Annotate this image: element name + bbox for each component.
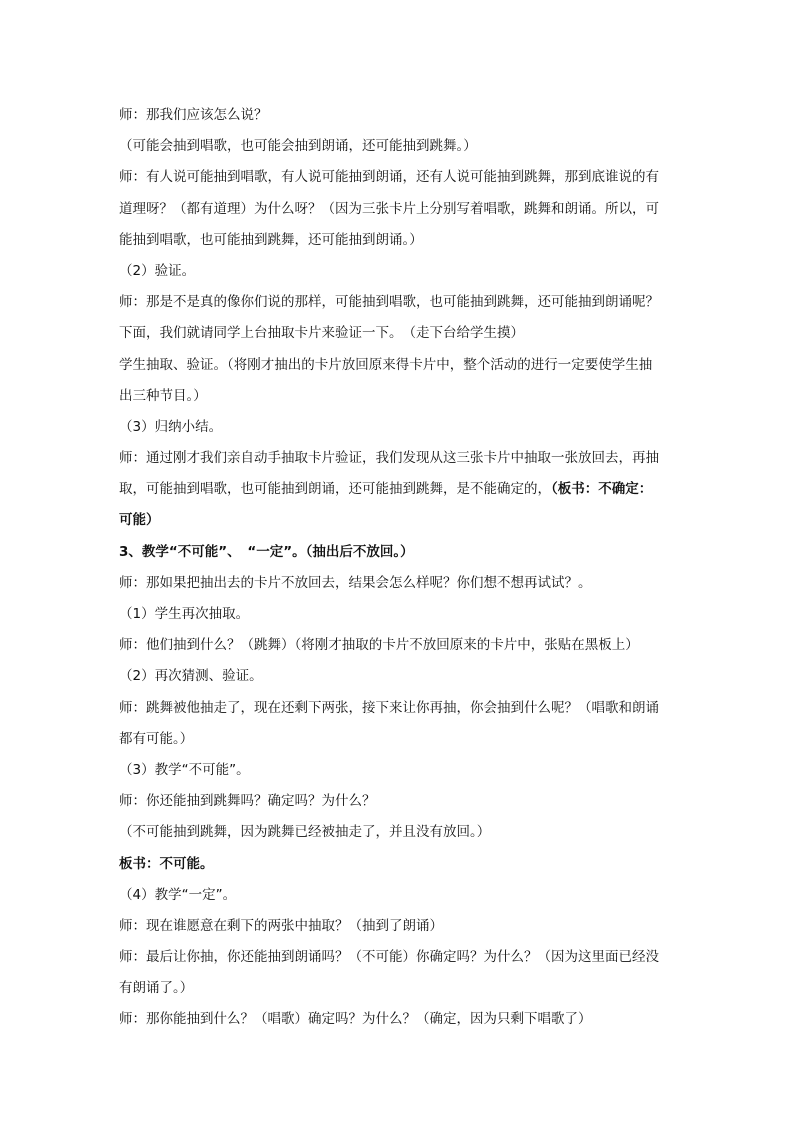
text-line: 学生抽取、验证。（将刚才抽出的卡片放回原来得卡片中，整个活动的进行一定要使学生抽 [119, 356, 653, 373]
text-line-with-bold [119, 474, 679, 505]
document-body [119, 100, 679, 1036]
text-line: 师：那是不是真的像你们说的那样，可能抽到唱歌，也可能抽到跳舞，还可能抽到朗诵呢？ [119, 294, 659, 311]
text-line: （3）教学“不可能”。 [119, 761, 250, 778]
text-segment: 取，可能抽到唱歌，也可能抽到朗诵，还可能抽到跳舞，是不能确定的， [119, 481, 551, 498]
text-line: 师：那如果把抽出去的卡片不放回去，结果会怎么样呢？你们想不想再试试？。 [119, 574, 592, 591]
text-line: 师：跳舞被他抽走了，现在还剩下两张，接下来让你再抽，你会抽到什么呢？（唱歌和朗诵 [119, 699, 659, 716]
text-line: 师：通过刚才我们亲自动手抽取卡片验证，我们发现从这三张卡片中抽取一张放回去，再抽 [119, 450, 659, 467]
text-line: 师：最后让你抽，你还能抽到朗诵吗？（不可能）你确定吗？为什么？（因为这里面已经没 [119, 949, 659, 966]
text-line: 可能） [119, 512, 160, 529]
text-line: （1）学生再次抽取。 [119, 606, 250, 622]
text-line: 下面，我们就请同学上台抽取卡片来验证一下。 （走下台给学生摸） [119, 325, 524, 342]
blackboard-note: （板书：不确定： [551, 481, 653, 498]
text-line: 道理呀？（都有道理）为什么呀？（因为三张卡片上分别写着唱歌，跳舞和朗诵。所以，可 [119, 200, 659, 217]
text-line: 师：他们抽到什么？（跳舞）（将刚才抽取的卡片不放回原来的卡片中，张贴在黑板上） [119, 637, 639, 654]
text-line: 师：现在谁愿意在剩下的两张中抽取？（抽到了朗诵） [119, 917, 443, 934]
text-line: 师：那我们应该怎么说？ [119, 107, 268, 123]
text-line: 有朗诵了。） [119, 980, 194, 997]
text-line: （4）教学“一定”。 [119, 886, 237, 903]
text-line: 出三种节目。） [119, 387, 207, 404]
text-line: （不可能抽到跳舞，因为跳舞已经被抽走了，并且没有放回。） [119, 824, 491, 841]
text-line: （2）验证。 [119, 262, 196, 279]
text-line: 师：有人说可能抽到唱歌，有人说可能抽到朗诵，还有人说可能抽到跳舞，那到底谁说的有 [119, 169, 659, 186]
text-line: （2）再次猜测、验证。 [119, 668, 263, 685]
blackboard-line: 板书：不可能。 [119, 855, 214, 872]
text-line: （可能会抽到唱歌，也可能会抽到朗诵，还可能抽到跳舞。） [119, 138, 477, 155]
text-line: （3）归纳小结。 [119, 418, 223, 435]
text-line: 能抽到唱歌，也可能抽到跳舞，还可能抽到朗诵。） [119, 231, 423, 248]
text-line: 都有可能。） [119, 730, 194, 747]
section-heading: 3、教学“不可能”、 “一定”。（抽出后不放回。） [119, 543, 414, 560]
text-line: 师：你还能抽到跳舞吗？确定吗？为什么？ [119, 793, 376, 810]
text-line: 师：那你能抽到什么？（唱歌）确定吗？为什么？（确定，因为只剩下唱歌了） [119, 1011, 592, 1028]
